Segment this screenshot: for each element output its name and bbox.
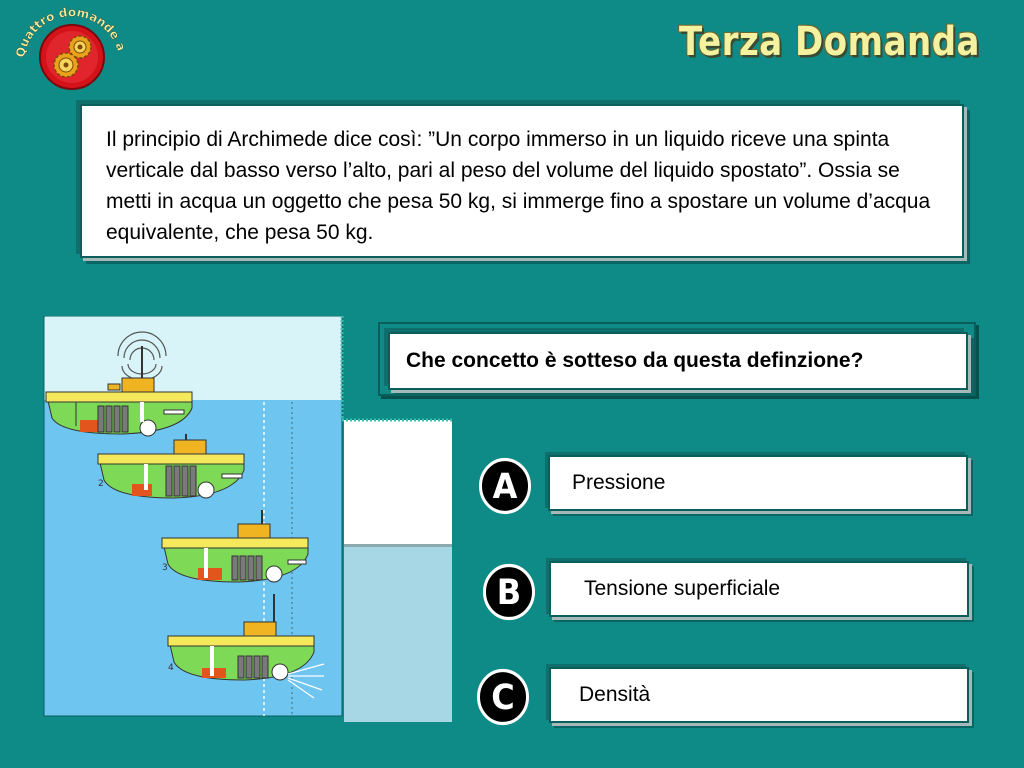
answer-a-button[interactable] [548,455,968,511]
answer-c-button[interactable] [549,667,969,723]
definition-text: Il principio di Archimede dice così: ”Un corpo immerso in un liquido riceve una spinta verticale dal basso verso l’alto, pari al peso del volume del liquido spostato”. Ossia se metti in acqua un oggetto che pesa 50 kg, si immerge fino a spostare un volume d’acqua equivalente, che pesa 50 kg. [106,128,931,244]
quiz-logo[interactable] [10,2,128,98]
answer-b-label: Tensione superficiale [584,577,781,600]
slide-title: Terza Domanda [678,18,980,66]
answer-a-badge[interactable]: A [479,458,531,514]
logo-text: Quattro domande a [13,5,128,59]
answer-b-badge[interactable]: B [483,564,535,620]
answer-b-button[interactable] [549,561,969,617]
stage-number-3: 3 [162,563,168,573]
stage-number-2: 2 [98,479,104,489]
gears-icon [10,2,128,98]
answer-a-label: Pressione [572,471,666,494]
question-text: Che concetto è sotteso da questa definzione? [406,349,864,372]
answer-c-badge[interactable]: C [477,669,529,725]
stage-number-4: 4 [168,663,174,673]
answer-c-label: Densità [579,683,651,706]
question-panel [388,332,968,390]
definition-panel [80,104,964,258]
